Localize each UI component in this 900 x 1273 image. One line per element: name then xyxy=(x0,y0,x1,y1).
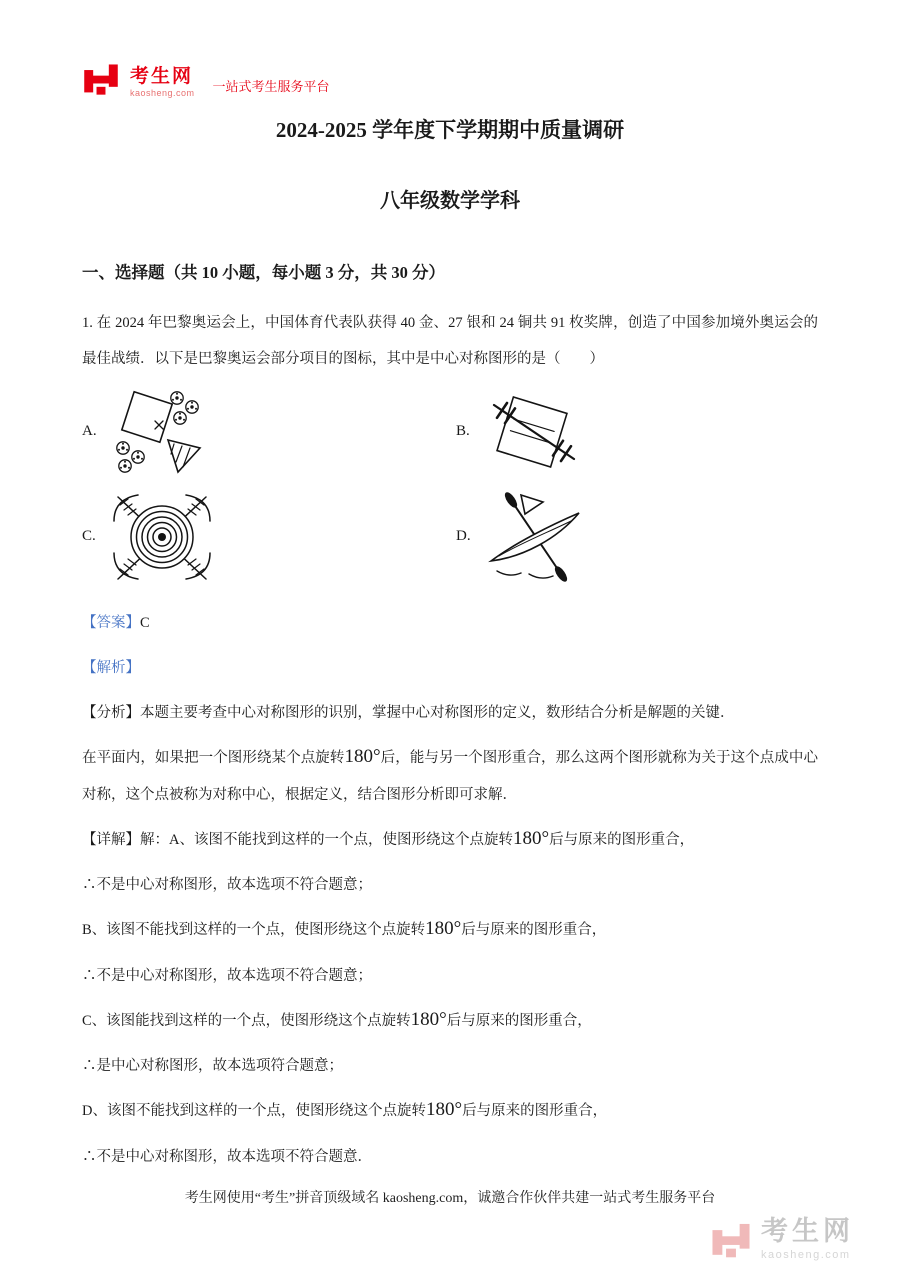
logo-brand-name: 考生网 xyxy=(130,66,194,87)
watermark-brand: 考生网 xyxy=(761,1216,854,1246)
detail-text: ∴不是中心对称图形，故本选项不符合题意． xyxy=(82,1148,372,1165)
detail-text: 后与原来的图形重合， xyxy=(462,1103,608,1120)
analysis-def-pre: 在平面内，如果把一个图形绕某个点旋转 xyxy=(82,750,345,767)
exam-subtitle: 八年级数学学科 xyxy=(380,190,520,212)
analysis-line xyxy=(82,695,818,731)
kaosheng-logo-icon xyxy=(82,60,120,98)
analysis-text: 本题主要考查中心对称图形的识别，掌握中心对称图形的定义，数形结合分析是解题的关键． xyxy=(140,705,735,721)
watermark-logo xyxy=(710,1218,854,1261)
analysis-section-label: 【解析】 xyxy=(82,659,140,676)
analysis-def-post: 后，能与另一个图形重合，那么这两个图形就称为关于这个点成中心对称，这个点被称为对称中心，根据定义，结合图形分析即可求解． xyxy=(82,750,819,803)
answer-line xyxy=(82,605,818,641)
detail-line-7 xyxy=(82,1093,818,1129)
analysis-definition-line xyxy=(82,740,818,813)
answer-value: C xyxy=(140,614,150,631)
option-a xyxy=(82,387,456,477)
degree-value: 180° xyxy=(425,918,462,940)
page-footer: 考生网使用“考生”拼音顶级域名 kaosheng.com，诚邀合作伙伴共建一站式考生服务平台 xyxy=(184,1191,716,1206)
option-c xyxy=(82,491,456,583)
logo-domain: kaosheng.com xyxy=(130,88,195,98)
site-logo xyxy=(82,52,818,98)
weightlifting-pictogram-icon xyxy=(484,387,580,477)
analysis-label: 【分析】 xyxy=(82,705,140,721)
detail-line-2 xyxy=(82,867,818,903)
detail-text: ∴是中心对称图形，故本选项符合题意； xyxy=(82,1058,343,1074)
answer-label: 【答案】 xyxy=(82,614,140,631)
question-1-options xyxy=(82,387,818,583)
canoe-slalom-pictogram-icon xyxy=(485,491,585,583)
detail-text: C、该图能找到这样的一个点，使图形绕这个点旋转 xyxy=(82,1012,411,1029)
detail-text: 后与原来的图形重合， xyxy=(549,831,695,848)
detail-line-4 xyxy=(82,958,818,994)
watermark-logo-icon xyxy=(710,1219,752,1261)
question-1-text: 1. 在 2024 年巴黎奥运会上，中国体育代表队获得 40 金、27 银和 24 铜共 91 枚奖牌，创造了中国参加境外奥运会的最佳战绩．以下是巴黎奥运会部分项目的图标，其中是中心对称图形的是（ ） xyxy=(82,315,818,368)
football-pictogram-icon xyxy=(111,387,215,477)
detail-line-8 xyxy=(82,1139,818,1175)
option-c-label: C. xyxy=(82,528,96,544)
option-b xyxy=(456,387,818,477)
degree-value: 180° xyxy=(512,827,550,849)
watermark-text-block xyxy=(761,1218,854,1261)
detail-text: 后与原来的图形重合， xyxy=(461,922,607,939)
degree-value: 180° xyxy=(425,1099,463,1121)
analysis-section-label-line xyxy=(82,650,818,686)
watermark-domain: kaosheng.com xyxy=(761,1249,851,1261)
logo-tagline: 一站式考生服务平台 xyxy=(212,79,330,94)
detail-text: 后与原来的图形重合， xyxy=(446,1012,592,1029)
degree-value: 180° xyxy=(410,1008,447,1030)
exam-title: 2024-2025 学年度下学期期中质量调研 xyxy=(275,118,625,142)
detail-line-3 xyxy=(82,912,818,948)
detail-text: ∴不是中心对称图形，故本选项不符合题意； xyxy=(82,967,372,984)
archery-pictogram-icon xyxy=(110,491,214,583)
option-d xyxy=(456,491,818,583)
detail-label: 【详解】 xyxy=(82,831,140,848)
detail-line-6 xyxy=(82,1048,818,1084)
detail-text: B、该图不能找到这样的一个点，使图形绕这个点旋转 xyxy=(82,922,426,939)
option-b-label: B. xyxy=(456,423,470,439)
detail-text: D、该图不能找到这样的一个点，使图形绕这个点旋转 xyxy=(82,1103,426,1120)
degree-value: 180° xyxy=(344,746,381,768)
logo-text-block xyxy=(130,67,195,98)
detail-line-5 xyxy=(82,1003,818,1039)
option-d-label: D. xyxy=(456,528,471,544)
option-a-label: A. xyxy=(82,423,97,439)
detail-text: ∴不是中心对称图形，故本选项不符合题意； xyxy=(82,877,372,893)
section-heading: 一、选择题（共 10 小题，每小题 3 分，共 30 分） xyxy=(82,263,445,282)
detail-text: 解：A、该图不能找到这样的一个点，使图形绕这个点旋转 xyxy=(140,831,513,848)
detail-line-1 xyxy=(82,822,818,858)
